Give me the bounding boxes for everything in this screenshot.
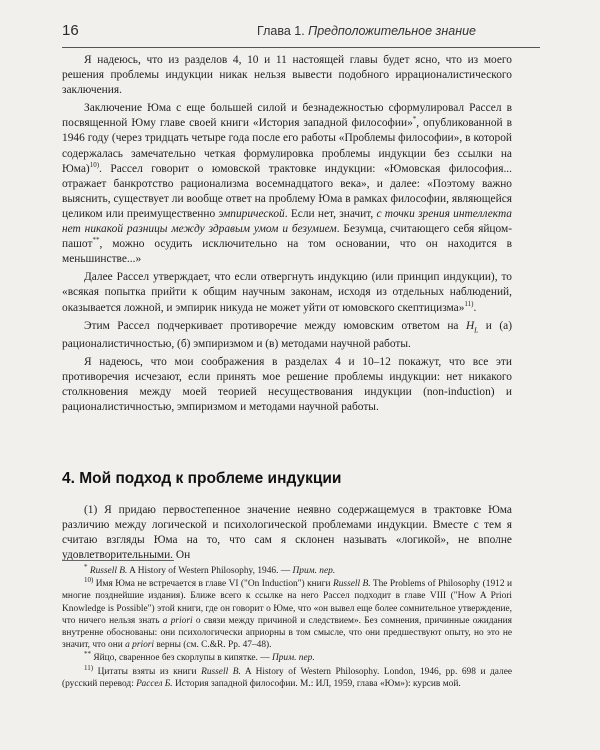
chapter-label: Глава 1. xyxy=(257,24,305,38)
footnote-ref: ** xyxy=(92,236,100,245)
paragraph: Я надеюсь, что мои соображения в разделах 4 и 10–12 покажут, что все эти противоречия исчезают, если принять мое решение проблемы индукции: нет никакого столкновения между моей теорией несуществования индукции (non-induction) и рационалистичностью, эмпиризмом и методами научной работы. xyxy=(62,356,512,414)
page-number: 16 xyxy=(62,22,79,39)
section-text xyxy=(62,503,512,563)
footnote: $^{10)}$ Имя Юма не встречается в главе VI ("On Induction") книги Russell B. The Problems of Philosophy (1912 и многие позднейшие издания). Ближе всего к ссылке на него Рассел подходит в главе VIII ("How A Priori Knowledge is Possible") этой книги, где он говорит о Юме, что «он вывел еще более сомнительное утверждение, что ничего нельзя знать a priori о связи между причиной и следствием». Без сомнения, причинные ожидания внутренне обоснованы: они психологически априорны в том смысле, что они предшествуют опыту, но это не значит, что они a priori верны (см. C.&R. Pp. 47–48). xyxy=(62,576,513,651)
footnote: ** Яйцо, сваренное без скорлупы в кипятке. — Прим. пер. xyxy=(84,650,315,664)
paragraph: Я надеюсь, что из разделов 4, 10 и 11 настоящей главы будет ясно, что из моего решения проблемы индукции никак нельзя вывести подобного иррационалистического заключения. xyxy=(62,54,512,97)
math-symbol: $H_L$ xyxy=(465,319,479,334)
footnote-ref: 10) xyxy=(89,160,100,169)
paragraph: Этим Рассел подчеркивает противоречие между юмовским ответом на $H_L$ и (а) рационалистичностью, (б) эмпиризмом и (в) методами научной работы. xyxy=(62,319,512,350)
footnote-rule xyxy=(62,560,174,561)
chapter-title: Предположительное знание xyxy=(308,24,476,38)
running-title xyxy=(257,24,476,38)
paragraph: Далее Рассел утверждает, что если отвергнуть индукцию (или принцип индукции), то «всякая попытка прийти к общим научным законам, исходя из отдельных наблюдений, оказывается ложной, и эмпирик никуда не может уйти от юмовского скептицизма»$^{11)}$. xyxy=(62,271,512,314)
main-text xyxy=(62,53,512,418)
footnotes xyxy=(62,562,513,691)
running-header xyxy=(62,16,540,50)
footnote: * Russell B. A History of Western Philosophy, 1946. — Прим. пер. xyxy=(84,562,336,576)
footnote: $^{11)}$ Цитаты взяты из книги Russell B. A History of Western Philosophy. London, 1946, pp. 698 и далее (русский перевод: Рассел Б. История западной философии. М.: ИЛ, 1959, глава «Юм»): курсив мой. xyxy=(62,663,513,689)
footnote-ref: 11) xyxy=(464,299,474,308)
paragraph: Заключение Юма с еще большей силой и безнадежностью сформулировал Рассел в посвященной Юму главе своей книги «История западной философии»*, опубликованной в 1946 году (через тридцать четыре года после его работы «Проблемы философии», в которой содержалась замечательно четкая формулировка проблемы индукции без ссылки на Юма)$^{10)}$. Рассел говорит о юмовской трактовке индукции: «Юмовская философия... отражает банкротство рационализма восемнадцатого века», и далее: «Поэтому важно выяснить, существует ли вообще ответ на проблему Юма в рамках философии, являющейся целиком или преимущественно эмпирической. Если нет, значит, с точки зрения интеллекта нет никакой разницы между здравым умом и безумием. Безумца, считающего себя яйцом-пашот**, можно осудить исключительно на том основании, что он находится в меньшинстве...» xyxy=(62,102,512,266)
paragraph: (1) Я придаю первостепенное значение неявно содержащемуся в трактовке Юма различию между логической и психологической проблемами индукции. Вместе с тем я считаю взгляды Юма на то, что сам я склонен называть «логикой», не вполне удовлетворительными. Он xyxy=(62,504,512,562)
section-heading: 4. Мой подход к проблеме индукции xyxy=(62,470,342,487)
header-rule xyxy=(62,47,540,48)
footnote-ref: * xyxy=(412,115,417,124)
